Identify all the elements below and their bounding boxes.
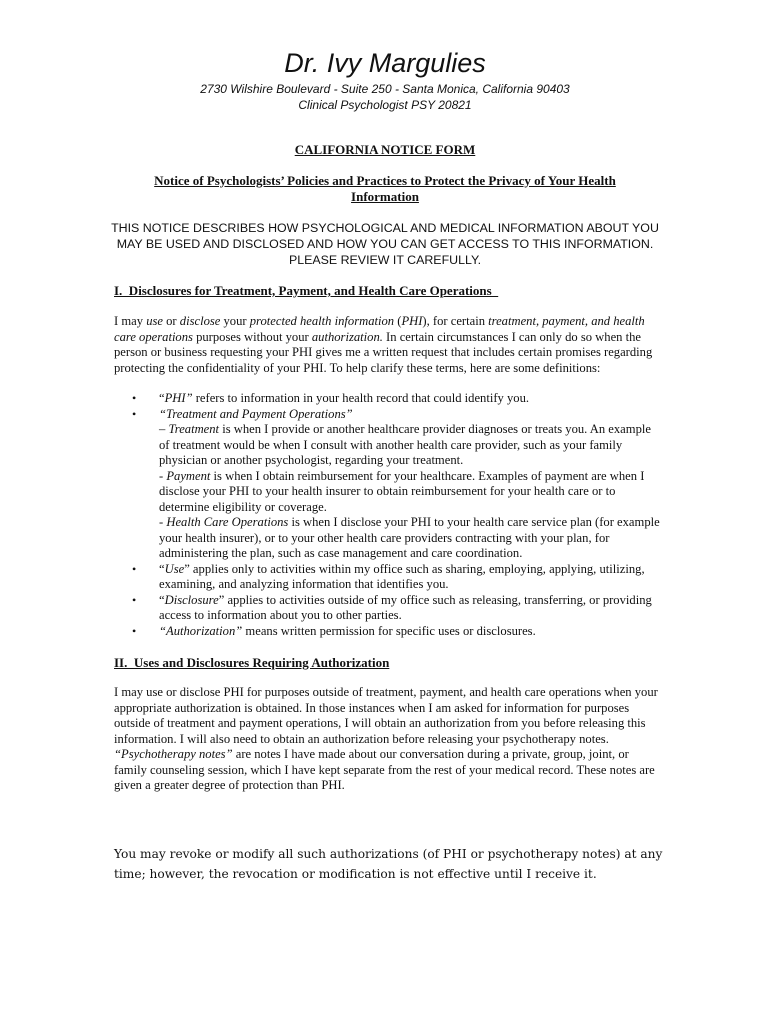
bullet-icon: • [132, 391, 137, 405]
bullet-icon: • [132, 406, 137, 421]
bullet-icon: • [132, 561, 137, 576]
definition-health-care-operations: - Health Care Operations is when I disclose your PHI to your health care service plan (for example your health insurer), or to your other health care providers contracting with your plan, for administering the plan, such as case management and care coordination. [159, 515, 660, 560]
section-2-heading: II. Uses and Disclosures Requiring Authorization [114, 655, 390, 670]
bullet-icon: • [132, 623, 137, 638]
definition-disclosure: • “Disclosure” applies to activities outside of my office such as releasing, transferring, or providing access to information about you to other parties. [132, 592, 652, 622]
definition-phi: • “PHI” refers to information in your health record that could identify you. [132, 391, 530, 405]
section-1-heading: I. Disclosures for Treatment, Payment, and Health Care Operations [114, 283, 499, 298]
definition-payment: - Payment is when I obtain reimbursement for your healthcare. Examples of payment are when I disclose your PHI to your health insurer to obtain reimbursement for your health care or to determine eligibility or coverage. [159, 468, 645, 514]
definitions-list [114, 391, 660, 639]
definition-treatment: – Treatment is when I provide or another healthcare provider diagnoses or treats you. An example of treatment would be when I consult with another health care provider, such as your family physician or another psychologist, regarding your treatment. [159, 422, 651, 467]
bullet-icon: • [132, 592, 137, 607]
revoke-paragraph: You may revoke or modify all such authorizations (of PHI or psychotherapy notes) at any time; however, the revocation or modification is not effective until I receive it. [114, 847, 663, 881]
doctor-name: Dr. Ivy Margulies [284, 48, 486, 78]
practice-address: 2730 Wilshire Boulevard - Suite 250 - Santa Monica, California 90403 [200, 82, 570, 96]
form-title: CALIFORNIA NOTICE FORM [294, 142, 476, 157]
section-1-intro: I may use or disclose your protected health information (PHI), for certain treatment, payment, and health care operations purposes without your authorization. In certain circumstances I can only do so when the person or business requesting your PHI gives me a written request that includes certain promises regarding protecting the confidentiality of your PHI. To help clarify these terms, here are some definitions: [114, 314, 653, 375]
definition-use: • “Use” applies only to activities within my office such as sharing, employing, applying, utilizing, examining, and analyzing information that identifies you. [132, 561, 645, 591]
definition-authorization: • “Authorization” means written permission for specific uses or disclosures. [132, 623, 536, 638]
section-2-paragraph: I may use or disclose PHI for purposes outside of treatment, payment, and health care operations when your appropriate authorization is obtained. In those instances when I am asked for information for purposes outside of treatment and payment operations, I will obtain an authorization from you before releasing this information. I will also need to obtain an authorization before releasing your psychotherapy notes. “Psychotherapy notes” are notes I have made about our conversation during a private, group, joint, or family counseling session, which I have kept separate from the rest of your medical record. These notes are given a greater degree of protection than PHI. [114, 685, 658, 792]
definition-treatment-payment-operations: • “Treatment and Payment Operations” – Treatment is when I provide or another healthcare provider diagnoses or treats you. An example of treatment would be when I consult with another health care provider, such as your family physician or another psychologist, regarding your treatment. - Payment is when I obtain reimbursement for your healthcare. Examples of payment are when I disclose your PHI to your health insurer to obtain reimbursement for your health care or to determine eligibility or coverage. - Health Care Operations is when I disclose your PHI to your health care service plan (for example your health insurer), or to your other health care providers contracting with your plan, for administering the plan, such as case management and care coordination. [132, 406, 660, 560]
practice-credential: Clinical Psychologist PSY 20821 [298, 98, 472, 112]
notice-title: Notice of Psychologists’ Policies and Practices to Protect the Privacy of Your Health Information [154, 173, 616, 204]
caps-notice: THIS NOTICE DESCRIBES HOW PSYCHOLOGICAL AND MEDICAL INFORMATION ABOUT YOU MAY BE USED AND DISCLOSED AND HOW YOU CAN GET ACCESS TO THIS INFORMATION. PLEASE REVIEW IT CAREFULLY. [111, 221, 659, 267]
